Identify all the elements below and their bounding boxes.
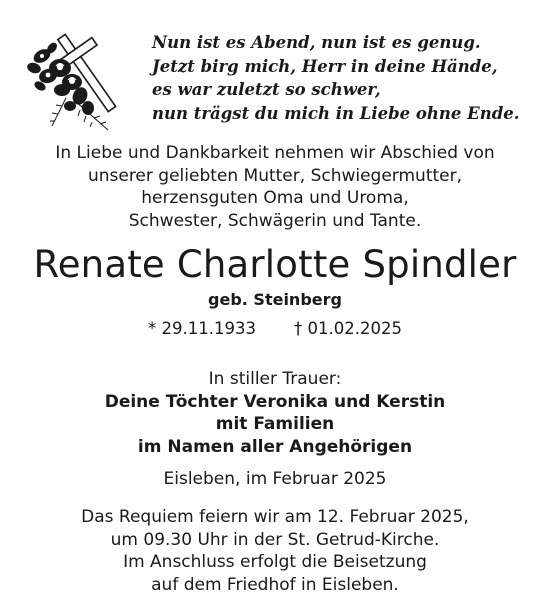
intro-text — [0, 142, 550, 232]
place-date: Eisleben, im Februar 2025 — [163, 469, 387, 489]
poem — [152, 31, 542, 125]
requiem-info — [0, 506, 550, 596]
poem-line: nun trägst du mich in Liebe ohne Ende. — [152, 103, 520, 123]
deceased-name: Renate Charlotte Spindler — [33, 243, 517, 286]
requiem-line: Im Anschluss erfolgt die Beisetzung — [123, 552, 427, 572]
requiem-line: um 09.30 Uhr in der St. Getrud-Kirche. — [110, 529, 440, 550]
poem-line: Jetzt birg mich, Herr in deine Hände, — [152, 56, 498, 76]
intro-line: Schwester, Schwägerin und Tante. — [128, 210, 422, 231]
death-date: † 01.02.2025 — [294, 319, 402, 338]
intro-line: herzensguten Oma und Uroma, — [141, 188, 409, 208]
mourners-line: im Namen aller Angehörigen — [137, 436, 413, 457]
requiem-line: Das Requiem feiern wir am 12. Februar 2025, — [81, 507, 469, 527]
requiem-line: auf dem Friedhof in Eisleben. — [151, 574, 399, 595]
mourners-intro: In stiller Trauer: — [208, 369, 342, 389]
poem-line: es war zuletzt so schwer, — [152, 80, 381, 99]
poem-line: Nun ist es Abend, nun ist es genug. — [152, 33, 481, 52]
mourners-block — [0, 368, 550, 458]
birth-name: geb. Steinberg — [208, 290, 342, 309]
life-dates — [0, 318, 550, 340]
intro-line: unserer geliebten Mutter, Schwiegermutter, — [87, 165, 463, 186]
cross-with-roses-icon — [22, 22, 134, 134]
mourners-line: Deine Töchter Veronika und Kerstin — [104, 391, 446, 412]
mourners-line: mit Familien — [215, 414, 335, 434]
birth-date: * 29.11.1933 — [148, 319, 256, 338]
intro-line: In Liebe und Dankbarkeit nehmen wir Abschied von — [55, 143, 495, 163]
